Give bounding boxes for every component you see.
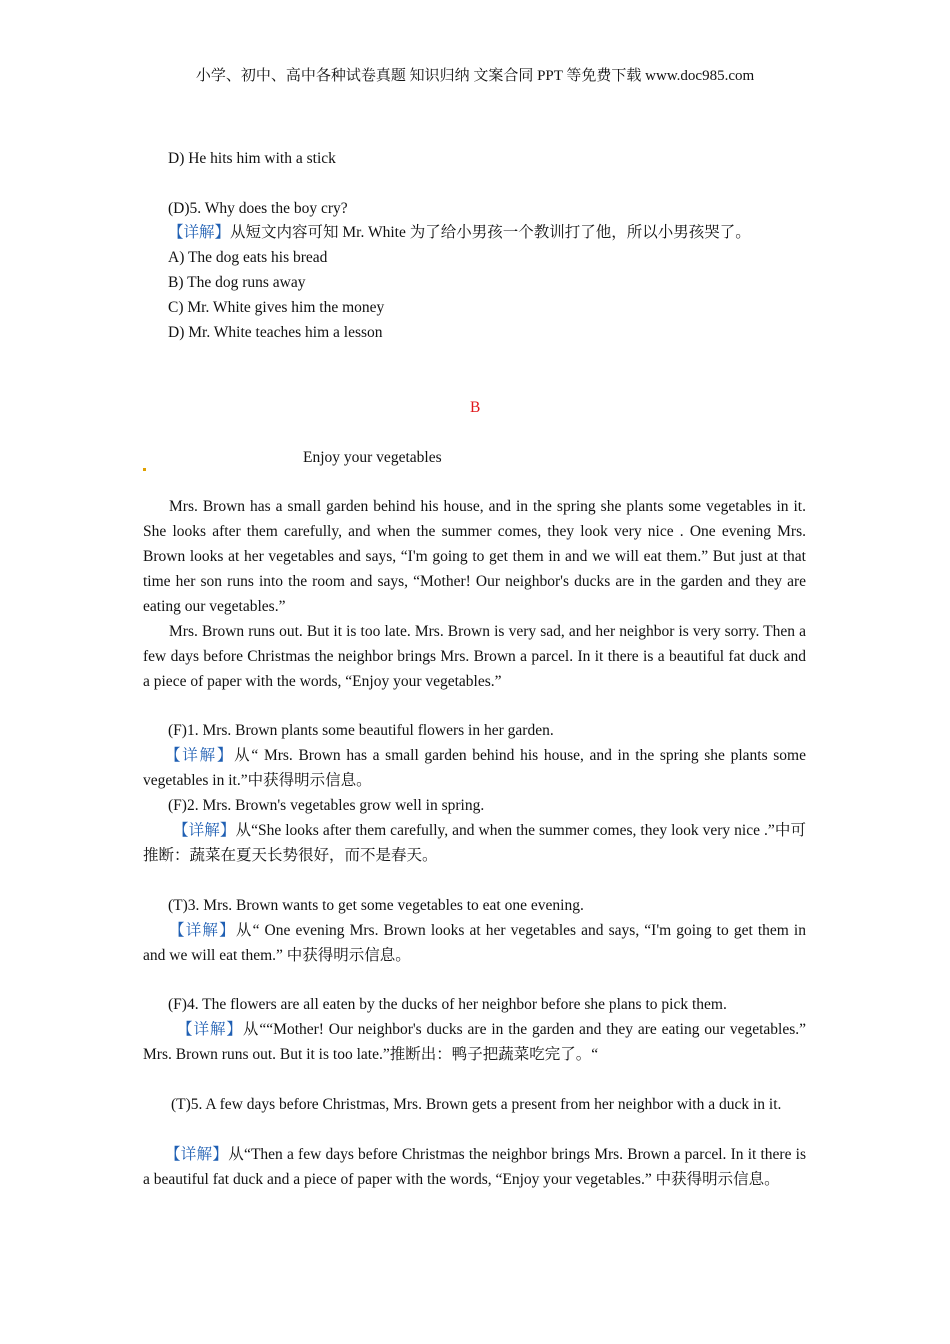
detail-text: 从“ Mrs. Brown has a small garden behind his house, and in the spring she plants some vegetables in it.”中获得明示信息。 xyxy=(143,747,806,789)
tf-3-detail xyxy=(143,918,806,968)
detail-text: 从短文内容可知 Mr. White 为了给小男孩一个教训打了他，所以小男孩哭了。 xyxy=(230,224,751,241)
q5-option-c: C) Mr. White gives him the money xyxy=(168,299,385,316)
tf-1-statement: (F)1. Mrs. Brown plants some beautiful flowers in her garden. xyxy=(168,722,554,739)
tf-1-detail xyxy=(143,743,806,793)
detail-tag: 【详解】 xyxy=(169,922,236,939)
tf-4-statement: (F)4. The flowers are all eaten by the ducks of her neighbor before she plans to pick them. xyxy=(168,996,727,1013)
tf-3-statement: (T)3. Mrs. Brown wants to get some vegetables to eat one evening. xyxy=(168,897,584,914)
q5-option-d: D) Mr. White teaches him a lesson xyxy=(168,324,383,341)
detail-tag: 【详解】 xyxy=(168,224,231,241)
passage-paragraph-1: Mrs. Brown has a small garden behind his house, and in the spring she plants some vegetables in it. She looks after them carefully, and when the summer comes, they look very nice . One evening Mrs. Brown looks at her vegetables and says, “I'm going to get them in and we will eat them.” But just at that time her son runs into the room and says, “Mother! Our neighbor's ducks are in the garden and they are eating our vegetables.” xyxy=(143,498,806,615)
section-label: B xyxy=(470,399,481,416)
detail-tag: 【详解】 xyxy=(165,1146,229,1163)
detail-tag: 【详解】 xyxy=(177,1021,243,1038)
passage-paragraph-2: Mrs. Brown runs out. But it is too late. Mrs. Brown is very sad, and her neighbor is very sorry. Then a few days before Christmas the neighbor brings Mrs. Brown a parcel. In it there is a beautiful fat duck and a piece of paper with the words, “Enjoy your vegetables.” xyxy=(143,623,806,690)
detail-text: 从““Mother! Our neighbor's ducks are in the garden and they are eating our vegetables.” Mrs. Brown runs out. But it is too late.”推断出：鸭子把蔬菜吃完了。“ xyxy=(143,1021,806,1063)
q5-detail xyxy=(168,220,751,245)
tf-2-detail xyxy=(143,818,806,868)
q5-question: (D)5. Why does the boy cry? xyxy=(168,200,348,217)
q4-option-d: D) He hits him with a stick xyxy=(168,150,336,167)
detail-text: 从“Then a few days before Christmas the neighbor brings Mrs. Brown a parcel. In it there is a beautiful fat duck and a piece of paper with the words, “Enjoy your vegetables.” 中获得明示信息。 xyxy=(143,1146,806,1188)
detail-tag: 【详解】 xyxy=(173,822,236,839)
passage-title: Enjoy your vegetables xyxy=(303,449,442,466)
detail-tag: 【详解】 xyxy=(165,747,235,764)
q5-option-a: A) The dog eats his bread xyxy=(168,249,328,266)
page-header: 小学、初中、高中各种试卷真题 知识归纳 文案合同 PPT 等免费下载 www.doc985.com xyxy=(195,68,755,84)
tf-2-statement: (F)2. Mrs. Brown's vegetables grow well in spring. xyxy=(168,797,485,814)
tf-5-detail xyxy=(143,1142,806,1192)
tf-4-detail xyxy=(143,1017,806,1067)
detail-text: 从“ One evening Mrs. Brown looks at her vegetables and says, “I'm going to get them in and we will eat them.” 中获得明示信息。 xyxy=(143,922,806,964)
tf-5-statement: (T)5. A few days before Christmas, Mrs. Brown gets a present from her neighbor with a duck in it. xyxy=(171,1096,782,1113)
detail-text: 从“She looks after them carefully, and when the summer comes, they look very nice .”中可推断：蔬菜在夏天长势很好，而不是春天。 xyxy=(143,822,806,864)
marker-dot xyxy=(143,468,146,471)
q5-option-b: B) The dog runs away xyxy=(168,274,306,291)
